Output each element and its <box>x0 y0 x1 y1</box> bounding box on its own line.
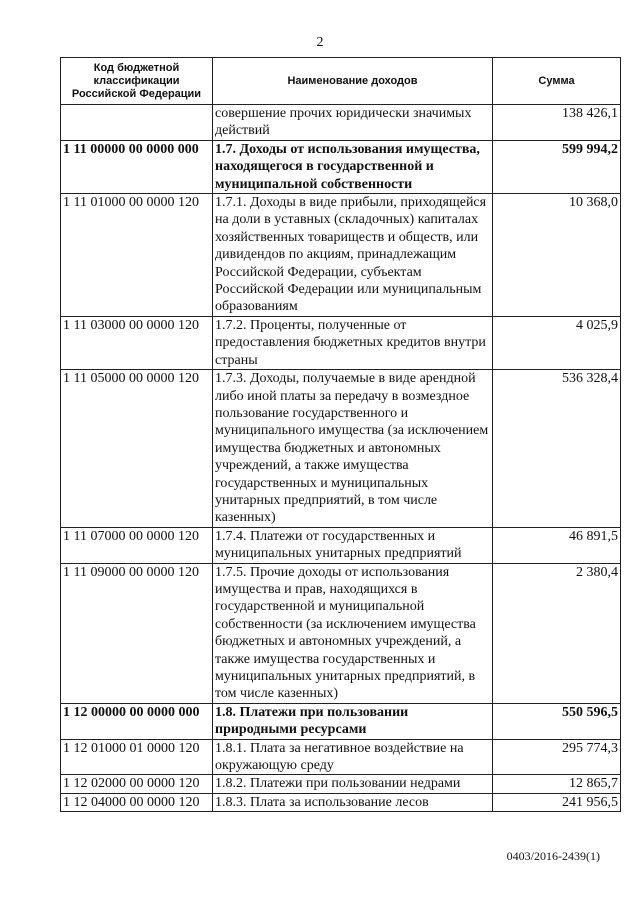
name-cell: 1.7.2. Проценты, полученные от предоставления бюджетных кредитов внутри страны <box>213 316 493 369</box>
name-cell: 1.7.3. Доходы, получаемые в виде арендной либо иной платы за передачу в возмездное пользование государственного и муниципального имущества (за исключением имущества бюджетных и автономных учреждений, а также имущества государственных и муниципальных унитарных предприятий, в том числе казенных) <box>213 370 493 528</box>
page-number: 2 <box>316 35 324 50</box>
sum-cell: 4 025,9 <box>493 316 621 369</box>
name-cell: 1.7. Доходы от использования имущества, находящегося в государственной и муниципальной собственности <box>213 140 493 193</box>
sum-cell: 46 891,5 <box>493 527 621 563</box>
table-row <box>61 775 621 793</box>
table-body <box>61 105 621 812</box>
name-cell: 1.8.3. Плата за использование лесов <box>213 793 493 811</box>
table-row <box>61 563 621 703</box>
code-cell: 1 12 04000 00 0000 120 <box>61 793 213 811</box>
table-row <box>61 527 621 563</box>
header-name: Наименование доходов <box>213 58 493 105</box>
table-row <box>61 316 621 369</box>
header-code: Код бюджетной классификации Российской Федерации <box>61 58 213 105</box>
code-cell: 1 12 00000 00 0000 000 <box>61 703 213 739</box>
table-row <box>61 739 621 775</box>
table-row <box>61 105 621 141</box>
code-cell: 1 11 00000 00 0000 000 <box>61 140 213 193</box>
table-row <box>61 703 621 739</box>
table-header-row <box>61 58 621 105</box>
name-cell: 1.7.5. Прочие доходы от использования имущества и прав, находящихся в государственной и муниципальной собственности (за исключением имущества бюджетных и автономных учреждений, а также имущества государственных и муниципальных унитарных предприятий, в том числе казенных) <box>213 563 493 703</box>
name-cell: 1.8.2. Платежи при пользовании недрами <box>213 775 493 793</box>
revenue-table <box>60 57 621 812</box>
sum-cell: 12 865,7 <box>493 775 621 793</box>
table-row <box>61 793 621 811</box>
code-cell: 1 11 05000 00 0000 120 <box>61 370 213 528</box>
code-cell: 1 12 02000 00 0000 120 <box>61 775 213 793</box>
sum-cell: 550 596,5 <box>493 703 621 739</box>
name-cell: 1.7.1. Доходы в виде прибыли, приходящейся на доли в уставных (складочных) капиталах хозяйственных товариществ и обществ, или дивидендов по акциям, принадлежащим Российской Федерации, субъектам Российской Федерации или муниципальным образованиям <box>213 194 493 317</box>
code-cell: 1 12 01000 01 0000 120 <box>61 739 213 775</box>
name-cell: 1.8.1. Плата за негативное воздействие на окружающую среду <box>213 739 493 775</box>
table-row <box>61 194 621 317</box>
sum-cell: 138 426,1 <box>493 105 621 141</box>
code-cell: 1 11 01000 00 0000 120 <box>61 194 213 317</box>
sum-cell: 2 380,4 <box>493 563 621 703</box>
code-cell: 1 11 07000 00 0000 120 <box>61 527 213 563</box>
sum-cell: 599 994,2 <box>493 140 621 193</box>
header-sum: Сумма <box>493 58 621 105</box>
sum-cell: 241 956,5 <box>493 793 621 811</box>
sum-cell: 295 774,3 <box>493 739 621 775</box>
document-number: 0403/2016-2439(1) <box>506 849 600 863</box>
sum-cell: 10 368,0 <box>493 194 621 317</box>
code-cell: 1 11 09000 00 0000 120 <box>61 563 213 703</box>
table-row <box>61 370 621 528</box>
code-cell <box>61 105 213 141</box>
code-cell: 1 11 03000 00 0000 120 <box>61 316 213 369</box>
name-cell: 1.7.4. Платежи от государственных и муниципальных унитарных предприятий <box>213 527 493 563</box>
table-row <box>61 140 621 193</box>
sum-cell: 536 328,4 <box>493 370 621 528</box>
name-cell: совершение прочих юридически значимых действий <box>213 105 493 141</box>
name-cell: 1.8. Платежи при пользовании природными ресурсами <box>213 703 493 739</box>
